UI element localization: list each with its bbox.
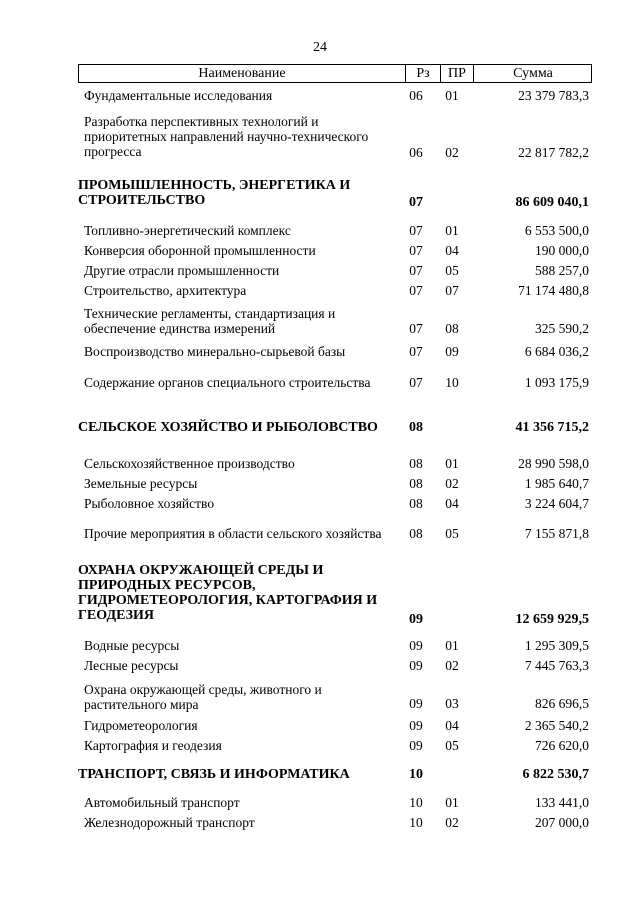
- row-rz: 09: [409, 638, 423, 653]
- section-sum: 6 822 530,7: [522, 767, 589, 782]
- row-name: Конверсия оборонной промышленности: [84, 243, 316, 258]
- row-sum: 71 174 480,8: [518, 283, 589, 298]
- row-pr: 03: [445, 696, 459, 711]
- row-rz: 07: [409, 243, 423, 258]
- row-pr: 01: [445, 456, 459, 471]
- row-name: Железнодорожный транспорт: [84, 815, 255, 830]
- row-name: Прочие мероприятия в области сельского хозяйства: [84, 526, 382, 541]
- row-pr: 04: [445, 243, 459, 258]
- header-name: Наименование: [198, 66, 286, 81]
- row-name: Картография и геодезия: [84, 738, 222, 753]
- row-sum: 1 295 309,5: [524, 638, 589, 653]
- row-pr: 05: [445, 738, 459, 753]
- row-sum: 726 620,0: [535, 738, 589, 753]
- row-rz: 08: [409, 526, 423, 541]
- row-pr: 02: [445, 476, 459, 491]
- row-pr: 01: [445, 223, 459, 238]
- row-pr: 02: [445, 658, 459, 673]
- section-rz: 08: [409, 420, 423, 435]
- row-name: Топливно-энергетический комплекс: [84, 223, 291, 238]
- row-pr: 05: [445, 263, 459, 278]
- row-sum: 7 155 871,8: [524, 526, 589, 541]
- row-rz: 09: [409, 718, 423, 733]
- row-sum: 6 553 500,0: [524, 223, 589, 238]
- row-rz: 09: [409, 738, 423, 753]
- row-sum: 325 590,2: [535, 321, 589, 336]
- row-sum: 7 445 763,3: [524, 658, 589, 673]
- row-rz: 10: [409, 815, 423, 830]
- section-sum: 41 356 715,2: [515, 420, 589, 435]
- row-name: Воспроизводство минерально-сырьевой базы: [84, 344, 346, 359]
- section-name: СЕЛЬСКОЕ ХОЗЯЙСТВО И РЫБОЛОВСТВО: [78, 420, 378, 435]
- row-rz: 07: [409, 223, 423, 238]
- row-pr: 10: [445, 375, 459, 390]
- row-rz: 08: [409, 456, 423, 471]
- row-sum: 826 696,5: [535, 696, 589, 711]
- row-name: Сельскохозяйственное производство: [84, 456, 295, 471]
- row-rz: 06: [409, 145, 423, 160]
- row-sum: 6 684 036,2: [524, 344, 589, 359]
- section-name: ОХРАНА ОКРУЖАЮЩЕЙ СРЕДЫ И ПРИРОДНЫХ РЕСУРСОВ, ГИДРОМЕТЕОРОЛОГИЯ, КАРТОГРАФИЯ И ГЕОДЕЗИЯ: [78, 563, 378, 623]
- row-pr: 04: [445, 718, 459, 733]
- row-sum: 133 441,0: [535, 795, 589, 810]
- row-rz: 07: [409, 283, 423, 298]
- row-pr: 05: [445, 526, 459, 541]
- row-sum: 1 985 640,7: [524, 476, 589, 491]
- header-rz: Рз: [416, 66, 430, 81]
- row-name: Другие отрасли промышленности: [84, 263, 280, 278]
- page-number: 24: [313, 40, 327, 55]
- row-rz: 09: [409, 658, 423, 673]
- section-rz: 09: [409, 612, 423, 627]
- table-header: [78, 64, 592, 83]
- row-rz: 07: [409, 375, 423, 390]
- row-sum: 3 224 604,7: [524, 496, 589, 511]
- row-sum: 207 000,0: [535, 815, 589, 830]
- row-pr: 01: [445, 638, 459, 653]
- row-name: Автомобильный транспорт: [84, 795, 240, 810]
- row-pr: 02: [445, 815, 459, 830]
- section-name: ПРОМЫШЛЕННОСТЬ, ЭНЕРГЕТИКА И СТРОИТЕЛЬСТВО: [78, 178, 351, 208]
- row-name: Рыболовное хозяйство: [84, 496, 215, 511]
- row-pr: 08: [445, 321, 459, 336]
- row-name: Разработка перспективных технологий и приоритетных направлений научно-технического прогресса: [84, 114, 369, 159]
- row-sum: 1 093 175,9: [524, 375, 589, 390]
- row-pr: 02: [445, 145, 459, 160]
- row-name: Строительство, архитектура: [84, 283, 247, 298]
- row-rz: 08: [409, 496, 423, 511]
- section-sum: 86 609 040,1: [515, 195, 589, 210]
- row-sum: 588 257,0: [535, 263, 589, 278]
- row-pr: 01: [445, 88, 459, 103]
- row-rz: 08: [409, 476, 423, 491]
- row-pr: 01: [445, 795, 459, 810]
- row-rz: 07: [409, 344, 423, 359]
- row-pr: 09: [445, 344, 459, 359]
- row-rz: 07: [409, 263, 423, 278]
- row-rz: 10: [409, 795, 423, 810]
- row-name: Технические регламенты, стандартизация и обеспечение единства измерений: [84, 306, 336, 336]
- section-name: ТРАНСПОРТ, СВЯЗЬ И ИНФОРМАТИКА: [78, 767, 350, 782]
- row-name: Лесные ресурсы: [84, 658, 179, 673]
- row-rz: 06: [409, 88, 423, 103]
- header-sum: Сумма: [513, 66, 553, 81]
- row-sum: 28 990 598,0: [518, 456, 589, 471]
- row-sum: 22 817 782,2: [518, 145, 589, 160]
- row-pr: 04: [445, 496, 459, 511]
- row-name: Гидрометеорология: [84, 718, 198, 733]
- row-sum: 190 000,0: [535, 243, 589, 258]
- row-name: Фундаментальные исследования: [84, 88, 273, 103]
- section-rz: 10: [409, 767, 423, 782]
- row-name: Содержание органов специального строительства: [84, 375, 371, 390]
- header-pr: ПР: [448, 66, 466, 81]
- row-rz: 09: [409, 696, 423, 711]
- row-rz: 07: [409, 321, 423, 336]
- section-rz: 07: [409, 195, 423, 210]
- row-sum: 23 379 783,3: [518, 88, 589, 103]
- section-sum: 12 659 929,5: [515, 612, 589, 627]
- row-name: Земельные ресурсы: [84, 476, 198, 491]
- row-pr: 07: [445, 283, 459, 298]
- row-name: Водные ресурсы: [84, 638, 180, 653]
- row-name: Охрана окружающей среды, животного и растительного мира: [84, 682, 322, 712]
- row-sum: 2 365 540,2: [524, 718, 589, 733]
